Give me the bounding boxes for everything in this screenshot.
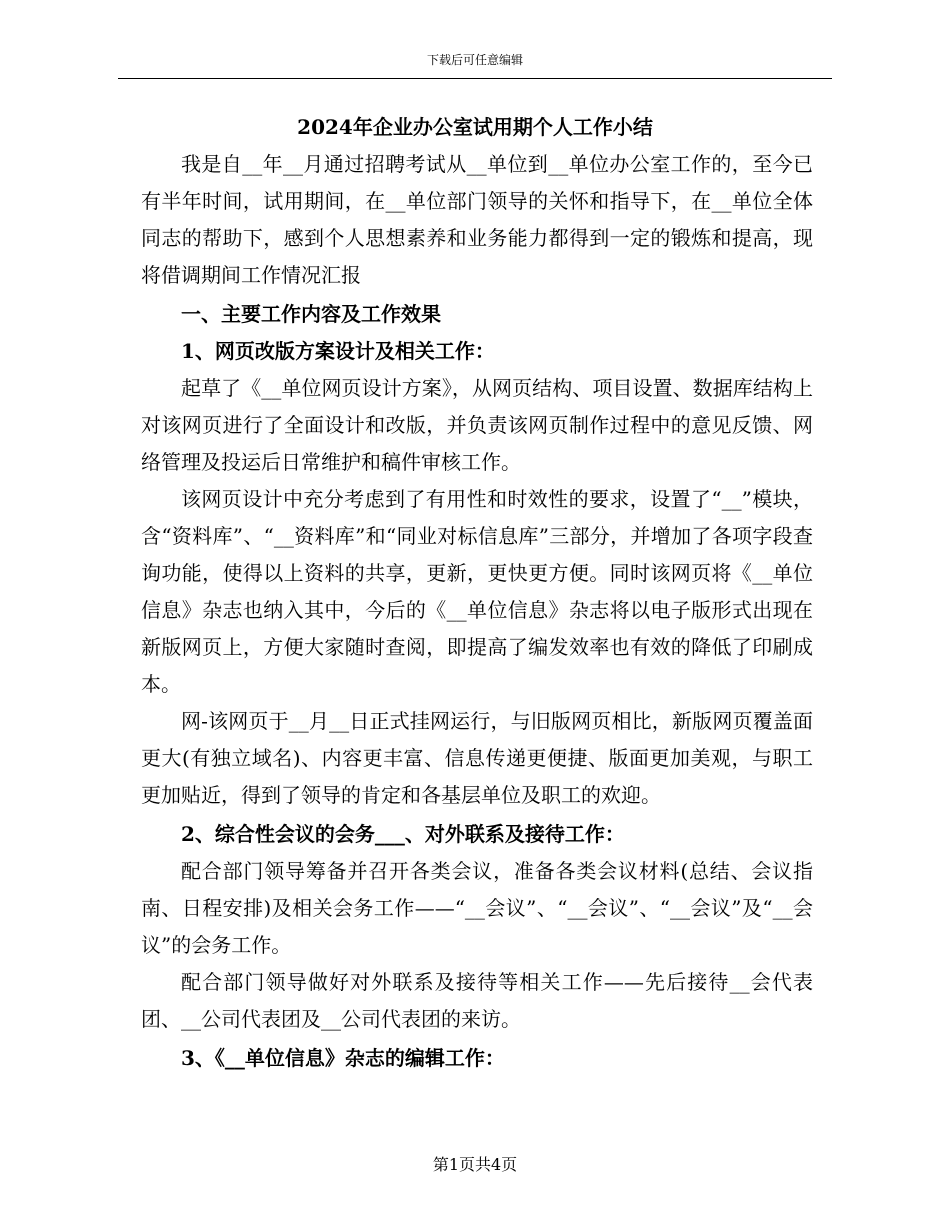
subheading-webpage-redesign: 1、网页改版方案设计及相关工作： bbox=[181, 339, 495, 363]
subheading-meetings: 2、综合性会议的会务___、对外联系及接待工作： bbox=[181, 822, 625, 846]
page-header-note: 下载后可任意编辑 bbox=[426, 53, 523, 67]
intro-paragraph: 我是自__年__月通过招聘考试从__单位到__单位办公室工作的，至今已有半年时间，试用期间，在__单位部门领导的关怀和指导下，在__单位全体同志的帮助下，感到个人思想素养和业务能力都得到一定的锻炼和提高，现将借调期间工作情况汇报 bbox=[141, 152, 813, 287]
paragraph-webpage-plan: 起草了《__单位网页设计方案》，从网页结构、项目设置、数据库结构上对该网页进行了全面设计和改版，并负责该网页制作过程中的意见反馈、网络管理及投运后日常维护和稿件审核工作。 bbox=[141, 376, 813, 474]
header-divider bbox=[118, 78, 832, 79]
document-title: 2024年企业办公室试用期个人工作小结 bbox=[297, 115, 653, 139]
page-footer-number: 第1页共4页 bbox=[432, 1155, 518, 1174]
section-heading-main-work: 一、主要工作内容及工作效果 bbox=[181, 302, 441, 326]
subheading-magazine: 3、《__单位信息》杂志的编辑工作： bbox=[181, 1046, 505, 1070]
paragraph-webpage-design: 该网页设计中充分考虑到了有用性和时效性的要求，设置了“__”模块，含“资料库”、“__资料库”和“同业对标信息库”三部分，并增加了各项字段查询功能，使得以上资料的共享，更新，更快更方便。同时该网页将《__单位信息》杂志也纳入其中，今后的《__单位信息》杂志将以电子版形式出现在新版网页上，方便大家随时查阅，即提高了编发效率也有效的降低了印刷成本。 bbox=[141, 487, 813, 696]
paragraph-reception: 配合部门领导做好对外联系及接待等相关工作——先后接待__会代表团、__公司代表团及__公司代表团的来访。 bbox=[141, 970, 813, 1031]
document-body bbox=[141, 146, 813, 1077]
paragraph-meeting-prep: 配合部门领导筹备并召开各类会议，准备各类会议材料(总结、会议指南、日程安排)及相关会务工作——“__会议”、“__会议”、“__会议”及“__会议”的会务工作。 bbox=[141, 859, 813, 957]
paragraph-webpage-launch: 网-该网页于__月__日正式挂网运行，与旧版网页相比，新版网页覆盖面更大(有独立域名)、内容更丰富、信息传递更便捷、版面更加美观，与职工更加贴近，得到了领导的肯定和各基层单位及职工的欢迎。 bbox=[141, 709, 813, 807]
